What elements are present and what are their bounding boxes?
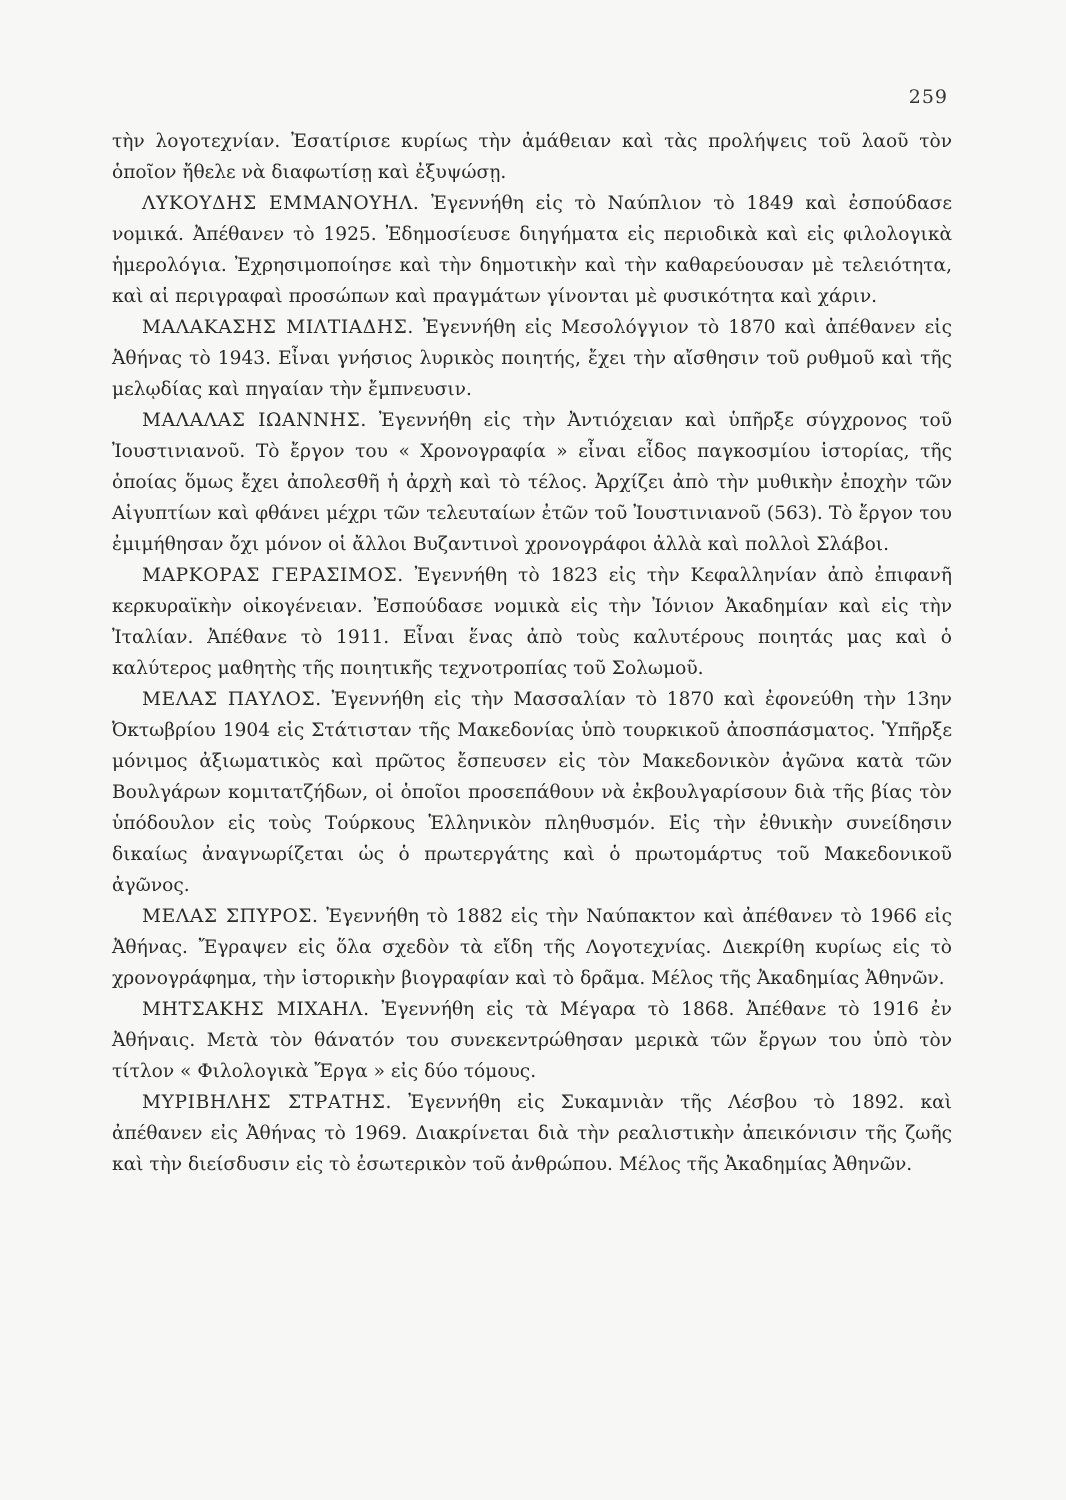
entry-melas-pavlos [112,684,952,901]
page-number: 259 [908,86,948,108]
entry-lykoudis [112,188,952,312]
entry-name: ΜΑΛΑΛΑΣ ΙΩΑΝΝΗΣ. [142,410,367,431]
page-body [112,126,952,1180]
entry-text: Ἐγεννήθη εἰς τὴν Ἀντιόχειαν καὶ ὑπῆρξε σύγχρονος τοῦ Ἰουστινιανοῦ. Τὸ ἔργον του « Χρονογραφία » εἶναι εἶδος παγκοσμίου ἱστορίας, τῆς ὁποίας ὅμως ἔχει ἀπολεσθῆ ἡ ἀρχὴ καὶ τὸ τέλος. Ἀρχίζει ἀπὸ τὴν μυθικὴν ἐποχὴν τῶν Αἰγυπτίων καὶ φθάνει μέχρι τῶν τελευταίων ἐτῶν τοῦ Ἰουστινιανοῦ (563). Τὸ ἔργον του ἐμιμήθησαν ὄχι μόνον οἱ ἄλλοι Βυζαντινοὶ χρονογράφοι ἀλλὰ καὶ πολλοὶ Σλάβοι. [112,410,952,555]
entry-malakasis [112,312,952,405]
entry-name: ΜΑΛΑΚΑΣΗΣ ΜΙΛΤΙΑΔΗΣ. [142,317,414,338]
entry-malalas [112,405,952,560]
entry-text: Ἐγεννήθη εἰς Συκαμνιὰν τῆς Λέσβου τὸ 1892. καὶ ἀπέθανεν εἰς Ἀθήνας τὸ 1969. Διακρίνεται διὰ τὴν ρεαλιστικὴν ἀπεικόνισιν τῆς ζωῆς καὶ τὴν διείσδυσιν εἰς τὸ ἐσωτερικὸν τοῦ ἀνθρώπου. Μέλος τῆς Ἀκαδημίας Ἀθηνῶν. [112,1092,952,1175]
entry-name: ΜΕΛΑΣ ΠΑΥΛΟΣ. [142,689,322,710]
entry-text: Ἐγεννήθη εἰς Μεσολόγγιον τὸ 1870 καὶ ἀπέθανεν εἰς Ἀθήνας τὸ 1943. Εἶναι γνήσιος λυρικὸς ποιητής, ἔχει τὴν αἴσθησιν τοῦ ρυθμοῦ καὶ τῆς μελῳδίας καὶ πηγαίαν τὴν ἔμπνευσιν. [112,317,953,400]
entry-name: ΜΕΛΑΣ ΣΠΥΡΟΣ. [142,906,319,927]
entry-melas-spyros [112,901,952,994]
entry-text: Ἐγεννήθη τὸ 1823 εἰς τὴν Κεφαλληνίαν ἀπὸ ἐπιφανῆ κερκυραϊκὴν οἰκογένειαν. Ἐσπούδασε νομικὰ εἰς τὴν Ἰόνιον Ἀκαδημίαν καὶ εἰς τὴν Ἰταλίαν. Ἀπέθανε τὸ 1911. Εἶναι ἕνας ἀπὸ τοὺς καλυτέρους ποιητάς μας καὶ ὁ καλύτερος μαθητὴς τῆς ποιητικῆς τεχνοτροπίας τοῦ Σολωμοῦ. [112,565,952,679]
entry-markoras [112,560,952,684]
entry-name: ΜΑΡΚΟΡΑΣ ΓΕΡΑΣΙΜΟΣ. [142,565,404,586]
entry-name: ΜΗΤΣΑΚΗΣ ΜΙΧΑΗΛ. [142,999,370,1020]
entry-text: Ἐγεννήθη εἰς τὰ Μέγαρα τὸ 1868. Ἀπέθανε τὸ 1916 ἐν Ἀθήναις. Μετὰ τὸν θάνατόν του συνεκεντρώθησαν μερικὰ τῶν ἔργων του ὑπὸ τὸν τίτλον « Φιλολογικὰ Ἔργα » εἰς δύο τόμους. [112,999,952,1082]
entry-text: Ἐγεννήθη τὸ 1882 εἰς τὴν Ναύπακτον καὶ ἀπέθανεν τὸ 1966 εἰς Ἀθήνας. Ἔγραψεν εἰς ὅλα σχεδὸν τὰ εἴδη τῆς Λογοτεχνίας. Διεκρίθη κυρίως εἰς τὸ χρονογράφημα, τὴν ἱστορικὴν βιογραφίαν καὶ τὸ δρᾶμα. Μέλος τῆς Ἀκαδημίας Ἀθηνῶν. [112,906,952,989]
entry-name: ΛΥΚΟΥΔΗΣ ΕΜΜΑΝΟΥΗΛ. [142,193,420,214]
paragraph-continuation [112,126,952,188]
entry-text: Ἐγεννήθη εἰς τὴν Μασσαλίαν τὸ 1870 καὶ ἐφονεύθη τὴν 13ην Ὀκτωβρίου 1904 εἰς Στάτισταν τῆς Μακεδονίας ὑπὸ τουρκικοῦ ἀποσπάσματος. Ὑπῆρξε μόνιμος ἀξιωματικὸς καὶ πρῶτος ἔσπευσεν εἰς τὸν Μακεδονικὸν ἀγῶνα κατὰ τῶν Βουλγάρων κομιτατζήδων, οἱ ὁποῖοι προσεπάθουν νὰ ἐκβουλγαρίσουν διὰ τῆς βίας τὸν ὑπόδουλον εἰς τοὺς Τούρκους Ἑλληνικὸν πληθυσμόν. Εἰς τὴν ἐθνικὴν συνείδησιν δικαίως ἀναγνωρίζεται ὡς ὁ πρωτεργάτης καὶ ὁ πρωτομάρτυς τοῦ Μακεδονικοῦ ἀγῶνος. [112,689,952,896]
entry-name: ΜΥΡΙΒΗΛΗΣ ΣΤΡΑΤΗΣ. [142,1092,393,1113]
paragraph-text: τὴν λογοτεχνίαν. Ἐσατίρισε κυρίως τὴν ἀμάθειαν καὶ τὰς προλήψεις τοῦ λαοῦ τὸν ὁποῖον ἤθελε νὰ διαφωτίσῃ καὶ ἐξυψώσῃ. [112,131,952,183]
entry-text: Ἐγεννήθη εἰς τὸ Ναύπλιον τὸ 1849 καὶ ἐσπούδασε νομικά. Ἀπέθανεν τὸ 1925. Ἐδημοσίευσε διηγήματα εἰς περιοδικὰ καὶ εἰς φιλολογικὰ ἡμερολόγια. Ἐχρησιμοποίησε καὶ τὴν δημοτικὴν καὶ τὴν καθαρεύουσαν μὲ τελειότητα, καὶ αἱ περιγραφαὶ προσώπων καὶ πραγμάτων γίνονται μὲ φυσικότητα καὶ χάριν. [112,193,952,307]
entry-mitsakis [112,994,952,1087]
entry-myrivilis [112,1087,952,1180]
